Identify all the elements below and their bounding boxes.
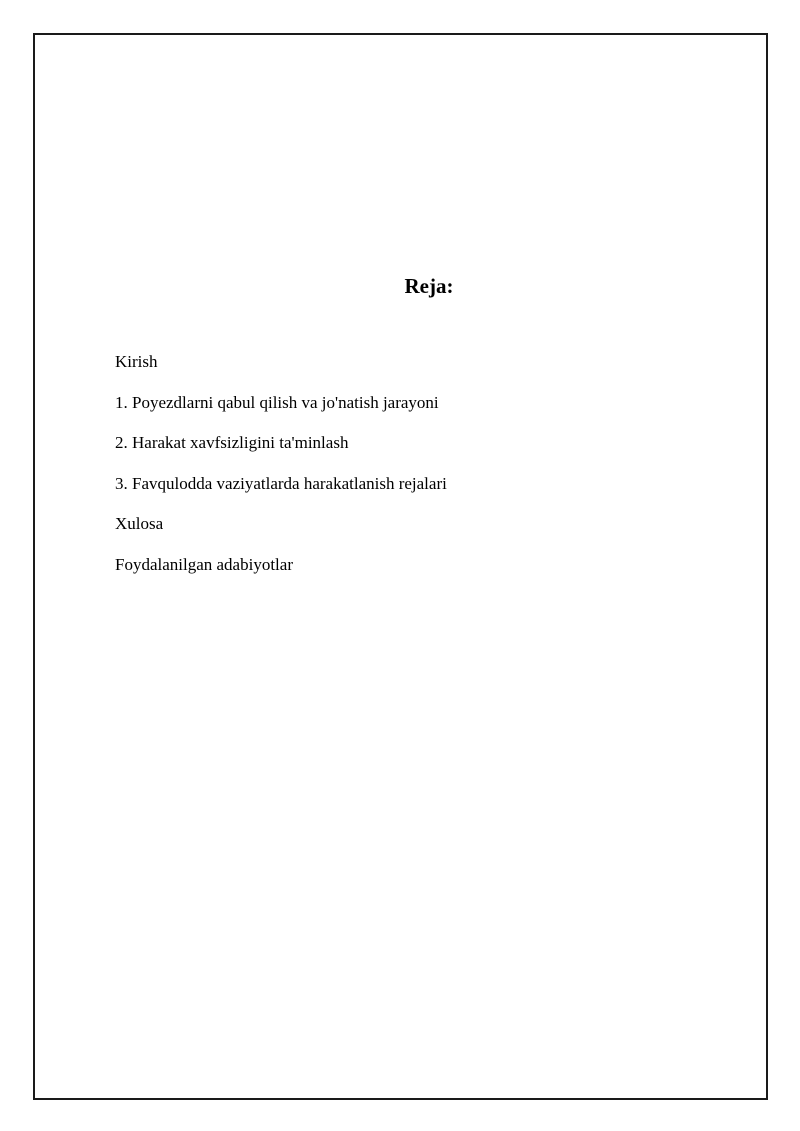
plan-list [115,350,447,593]
plan-item-introduction: Kirish [115,352,158,371]
plan-item-conclusion: Xulosa [115,514,164,533]
plan-item-section-2: 2. Harakat xavfsizligini ta'minlash [115,433,349,452]
plan-item-section-1: 1. Poyezdlarni qabul qilish va jo'natish jarayoni [115,392,439,412]
plan-title: Reja: [404,274,454,298]
plan-item-references: Foydalanilgan adabiyotlar [115,554,293,574]
plan-item-section-3: 3. Favqulodda vaziyatlarda harakatlanish rejalari [115,473,447,493]
